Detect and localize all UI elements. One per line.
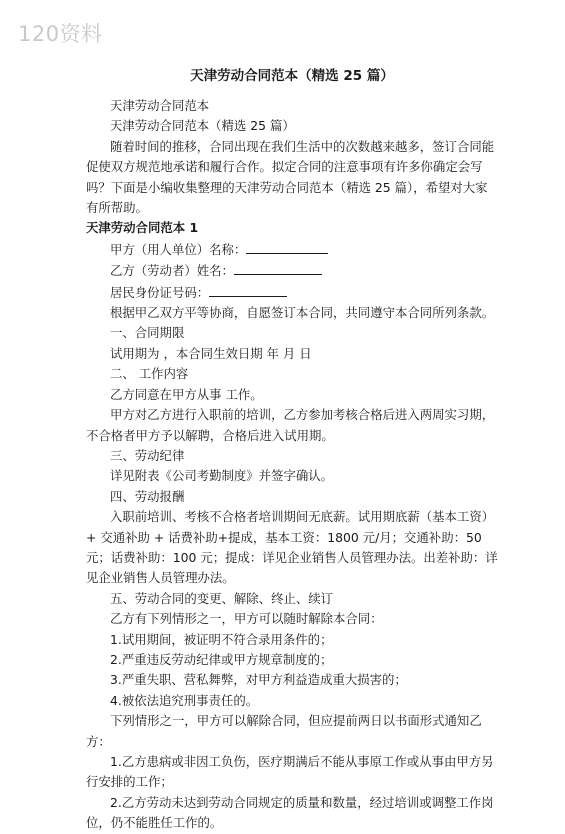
list-item: 3.严重失职、营私舞弊，对甲方利益造成重大损害的；: [110, 672, 407, 688]
party-a-label: 甲方（用人单位）名称：: [110, 241, 247, 257]
party-a-blank: [246, 239, 328, 254]
document-title: 天津劳动合同范本（精选 25 篇）: [190, 68, 394, 84]
clause-text: 乙方同意在甲方从事 工作。: [110, 386, 263, 402]
clause-text: 详见附表《公司考勤制度》并签字确认。: [110, 468, 334, 484]
list-item: 1.乙方患病或非因工负伤，医疗期满后不能从事原工作或从事由甲方另行安排的工作；: [86, 754, 494, 790]
clause-text: 甲方对乙方进行入职前的培训，乙方参加考核合格后进入两周实习期，不合格者甲方予以解聘，合格后进入试用期。: [86, 407, 495, 443]
clause-text: 入职前培训、考核不合格者培训期间无底薪。试用期底薪（基本工资）+ 交通补助 + 话费补助+提成，基本工资：1800 元/月；交通补助：50 元；话费补助：100 元；提成：详见企业销售人员管理办法。出差补助：详见企业销售人员管理办法。: [86, 509, 498, 586]
party-b-label: 乙方（劳动者）姓名：: [110, 263, 234, 279]
clause-heading: 一、合同期限: [110, 325, 185, 341]
party-b-blank: [234, 260, 322, 275]
list-item: 2.乙方劳动未达到劳动合同规定的质量和数量，经过培训或调整工作岗位，仍不能胜任工作的。: [86, 794, 494, 831]
intro-paragraph: 随着时间的推移，合同出现在我们生活中的次数越来越多，签订合同能促使双方规范地承诺和履行合作。拟定合同的注意事项有许多你确定会写吗？下面是小编收集整理的天津劳动合同范本（精选 25 篇），希望对大家有所帮助。: [86, 138, 495, 216]
party-b-line: [86, 260, 498, 281]
id-number-line: [86, 282, 498, 303]
clause-heading: 四、劳动报酬: [110, 488, 185, 504]
id-number-blank: [209, 282, 287, 297]
clause-heading: 二、 工作内容: [110, 366, 189, 382]
watermark: 120资料: [18, 22, 103, 46]
preamble-paragraph: 根据甲乙双方平等协商，自愿签订本合同，共同遵守本合同所列条款。: [110, 305, 495, 321]
clause-text: 下列情形之一，甲方可以解除合同，但应提前两日以书面形式通知乙方：: [86, 713, 482, 749]
section-heading: 天津劳动合同范本 1: [86, 220, 199, 236]
clause-text: 试用期为 ，本合同生效日期 年 月 日: [110, 345, 312, 361]
document-page: [86, 66, 498, 834]
list-item: 2.严重违反劳动纪律或甲方规章制度的；: [110, 651, 333, 667]
clause-heading: 五、劳动合同的变更、解除、终止、续订: [110, 590, 334, 606]
subtitle-line: 天津劳动合同范本（精选 25 篇）: [110, 118, 295, 134]
clause-text: 乙方有下列情形之一，甲方可以随时解除本合同：: [110, 611, 383, 627]
party-a-line: [86, 239, 498, 260]
list-item: 4.被依法追究刑事责任的。: [110, 692, 259, 708]
clause-heading: 三、劳动纪律: [110, 447, 185, 463]
subtitle-line: 天津劳动合同范本: [110, 98, 210, 113]
list-item: 1.试用期间，被证明不符合录用条件的；: [110, 631, 333, 647]
id-number-label: 居民身份证号码：: [110, 284, 210, 300]
